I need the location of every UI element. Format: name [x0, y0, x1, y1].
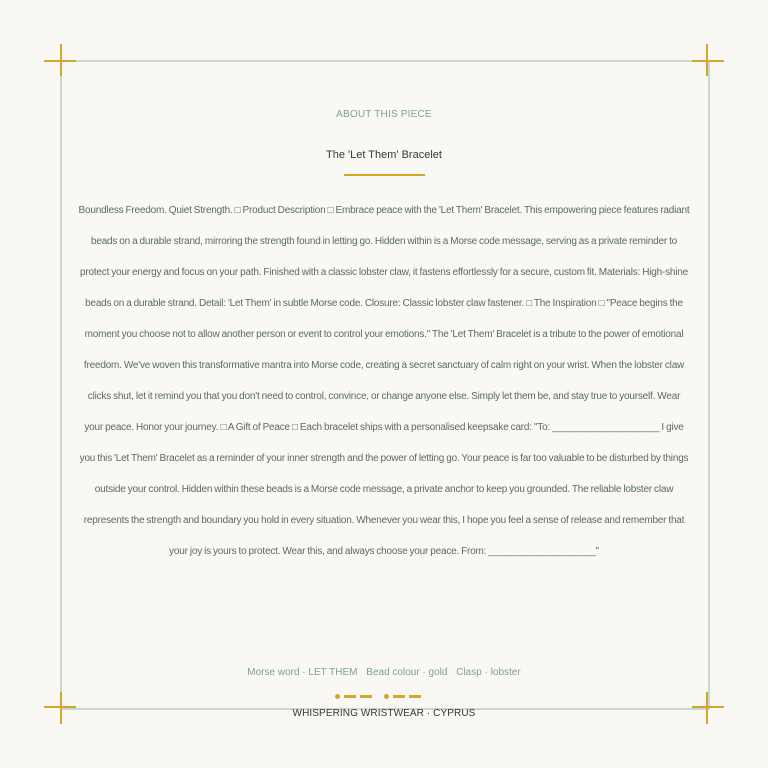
spec-line [0, 667, 768, 678]
brand-footer: WHISPERING WRISTWEAR · CYPRUS [292, 708, 476, 719]
morse-dash [360, 695, 372, 698]
morse-dash [409, 695, 421, 698]
morse-dash [393, 695, 405, 698]
spec-clasp: Clasp · lobster [456, 667, 521, 678]
corner-mark-top-right [692, 44, 724, 76]
morse-dot [335, 694, 340, 699]
morse-dot [384, 694, 389, 699]
spec-morse-word: Morse word · LET THEM [247, 667, 358, 678]
product-description: Boundless Freedom. Quiet Strength. □ Product Description □ Embrace peace with the 'Let Them' Bracelet. This empowering piece features radiant beads on a durable strand, mirroring the strength found in letting go. Hidden within is a Morse code message, serving as a private reminder to protect your energy and focus on your path. Finished with a classic lobster claw, it fastens effortlessly for a secure, custom fit. Materials: High-shine beads on a durable strand. Detail: 'Let Them' in subtle Morse code. Closure: Classic lobster claw fastener. □ The Inspiration □ "Peace begins the moment you choose not to allow another person or event to control your emotions." The 'Let Them' Bracelet is a tribute to the power of emotional freedom. We've woven this transformative mantra into Morse code, creating a secret sanctuary of calm right on your wrist. When the lobster claw clicks shut, let it remind you that you don't need to control, convince, or change anyone else. Simply let them be, and stay true to yourself. Wear your peace. Honor your journey. □ A Gift of Peace □ Each bracelet ships with a personalised keepsake card: "To: ____________________ I give you this 'Let Them' Bracelet as a reminder of your inner strength and the power of letting go. Your peace is far too valuable to be disturbed by things outside your control. Hidden within these beads is a Morse code message, a private anchor to keep you grounded. The reliable lobster claw represents the strength and boundary you hold in every situation. Whenever you wear this, I hope you feel a sense of release and remember that your joy is yours to protect. Wear this, and always choose your peace. From: ____________________" [78, 205, 690, 557]
product-title: The 'Let Them' Bracelet [326, 149, 442, 161]
section-eyebrow: ABOUT THIS PIECE [336, 109, 432, 120]
title-divider [344, 174, 425, 176]
corner-mark-top-left [44, 44, 76, 76]
spec-bead-colour: Bead colour · gold [366, 667, 448, 678]
morse-code-ornament [335, 694, 435, 700]
morse-dash [344, 695, 356, 698]
